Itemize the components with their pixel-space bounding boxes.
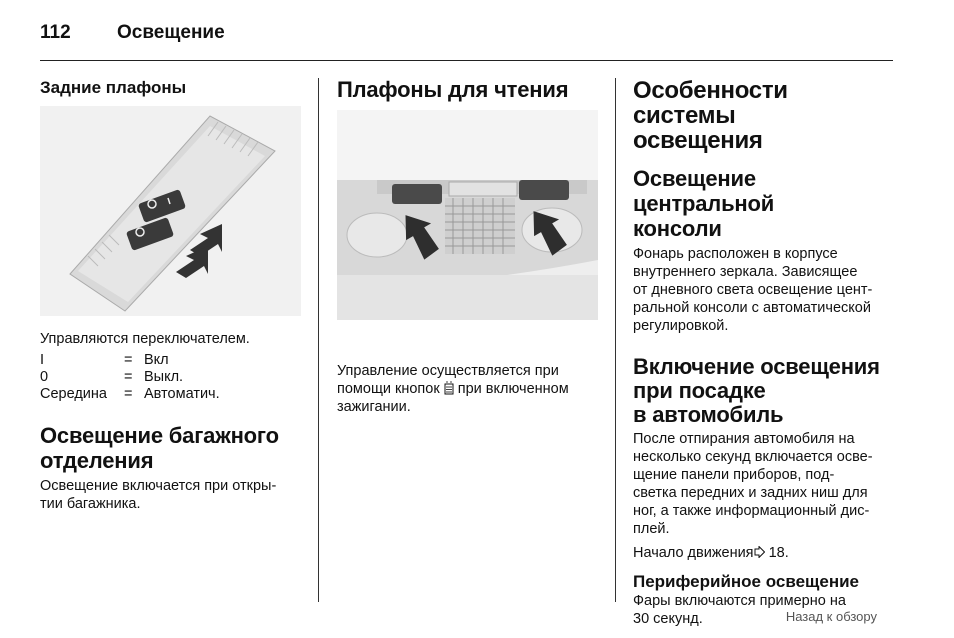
- text-line: светка передних и задних ниш для: [633, 485, 868, 501]
- heading-line: при посадке: [633, 378, 766, 403]
- rear-lamps-heading: Задние плафоны: [40, 78, 187, 97]
- column-3: [633, 78, 895, 628]
- entry-lighting-heading: [633, 355, 895, 427]
- position-value: Автоматич.: [144, 386, 220, 402]
- heading-line: освещения: [633, 127, 763, 154]
- text-line: от дневного света освещение цент-: [633, 282, 873, 298]
- position-eq: =: [124, 386, 133, 402]
- console-lighting-text: [633, 245, 895, 335]
- trunk-lighting-heading: [40, 423, 305, 473]
- text-fragment: помощи кнопок: [337, 381, 444, 397]
- lighting-features-heading: [633, 78, 895, 153]
- reading-lamp-icon: [444, 381, 454, 395]
- reading-lamp-figure: [337, 110, 598, 320]
- text-line: 30 секунд.: [633, 611, 703, 627]
- section-title: Освещение: [117, 22, 225, 43]
- text-line: ральной консоли с автоматической: [633, 300, 871, 316]
- trunk-lighting-text: [40, 477, 305, 513]
- console-lighting-heading: [633, 166, 895, 241]
- text-line: тии багажника.: [40, 496, 141, 512]
- column-1: [40, 78, 305, 513]
- text-line: внутреннего зеркала. Зависящее: [633, 264, 858, 280]
- rear-dome-lamp-switch-illustration: [40, 106, 301, 316]
- heading-line: отделения: [40, 448, 154, 473]
- position-key: I: [40, 352, 45, 368]
- column-2: [337, 78, 602, 416]
- heading-line: Включение освещения: [633, 354, 880, 379]
- peripheral-lighting-heading: Периферийное освещение: [633, 572, 859, 591]
- reading-lamps-heading: Плафоны для чтения: [337, 77, 569, 102]
- text-line: зажигании.: [337, 399, 411, 415]
- heading-line: Особенности системы: [633, 77, 788, 129]
- text-line: несколько секунд включается осве-: [633, 449, 873, 465]
- reading-lamp-buttons-illustration: [337, 110, 598, 320]
- rear-lamp-figure: [40, 106, 301, 316]
- start-driving-reference: [633, 544, 895, 562]
- position-value: Выкл.: [144, 369, 184, 385]
- heading-line: Освещение багажного: [40, 423, 279, 448]
- column-divider-1: [318, 78, 319, 602]
- page-reference[interactable]: 18.: [764, 545, 789, 561]
- position-eq: =: [124, 369, 133, 385]
- switch-positions-table: [40, 352, 220, 403]
- table-row: [40, 369, 220, 386]
- rear-lamps-intro: Управляются переключателем.: [40, 331, 250, 347]
- text-line: Освещение включается при откры-: [40, 478, 277, 494]
- text-line: [337, 380, 602, 398]
- heading-line: Освещение центральной: [633, 166, 775, 216]
- text-line: После отпирания автомобиля на: [633, 431, 855, 447]
- position-key: 0: [40, 369, 49, 385]
- position-key: Середина: [40, 386, 107, 402]
- page-number: 112: [40, 22, 71, 43]
- text-line: ног, а также информационный дис-: [633, 503, 870, 519]
- text-line: Фонарь расположен в корпусе: [633, 246, 838, 262]
- heading-line: в автомобиль: [633, 402, 784, 427]
- text-fragment: при включенном: [453, 381, 569, 397]
- position-value: Вкл: [144, 352, 169, 368]
- reading-lamps-text: [337, 362, 602, 416]
- text-line: Фары включаются примерно на: [633, 593, 846, 609]
- text-line: регулировкой.: [633, 318, 729, 334]
- text-line: плей.: [633, 521, 670, 537]
- page-header: [40, 20, 893, 61]
- back-to-overview-link[interactable]: Назад к обзору: [785, 609, 877, 624]
- entry-lighting-text: [633, 430, 895, 538]
- column-divider-2: [615, 78, 616, 602]
- text-line: Управление осуществляется при: [337, 363, 559, 379]
- table-row: [40, 352, 220, 369]
- heading-line: консоли: [633, 216, 722, 241]
- text-fragment: Начало движения: [633, 545, 754, 561]
- cross-reference-arrow-icon: [754, 545, 765, 557]
- table-row: [40, 386, 220, 403]
- text-line: щение панели приборов, под-: [633, 467, 835, 483]
- position-eq: =: [124, 352, 133, 368]
